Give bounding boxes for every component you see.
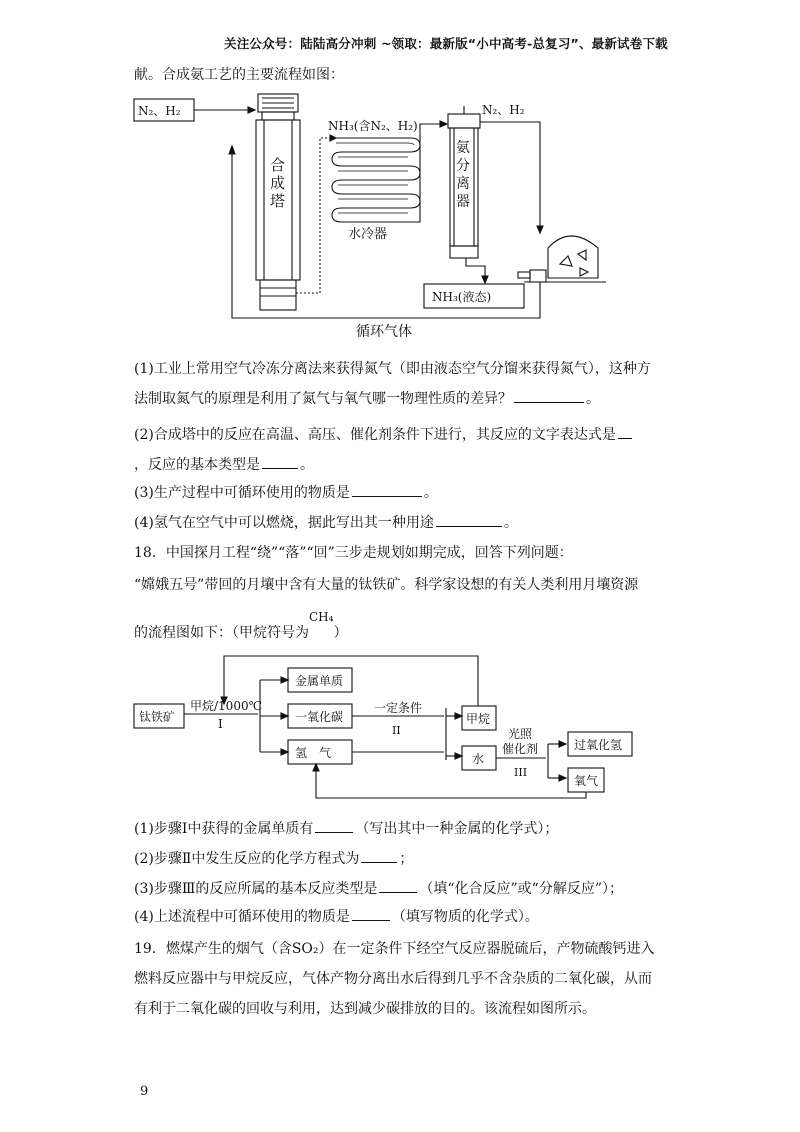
ammonia-process-diagram xyxy=(120,88,620,340)
recycle-label: 循环气体 xyxy=(356,324,412,340)
liquid-label: NH₃(液态) xyxy=(432,290,492,304)
co-label: 一氧化碳 xyxy=(295,710,344,724)
answer-blank[interactable] xyxy=(315,820,353,833)
answer-blank[interactable] xyxy=(361,850,397,863)
tower-char-3: 塔 xyxy=(270,192,286,210)
intro-text: 献。合成氨工艺的主要流程如图： xyxy=(134,67,344,83)
q17-part1-line1: (1)工业上常用空气冷冻分离法来获得氮气（即由液态空气分馏来获得氮气），这种方 xyxy=(134,361,651,377)
tower-char-1: 合 xyxy=(270,156,286,174)
q19-line2: 燃料反应器中与甲烷反应，气体产物分离出水后得到几乎不含杂质的二氧化碳，从而 xyxy=(134,971,652,987)
compressor xyxy=(518,236,606,282)
separator-char-1: 氨 xyxy=(456,140,470,156)
q17-part4: (4)氢气在空气中可以燃烧，据此写出其一种用途 。 xyxy=(134,515,518,531)
q17-part2b: ，反应的基本类型是 。 xyxy=(134,457,314,473)
step1-number: I xyxy=(218,717,223,731)
tower-bottom xyxy=(260,280,296,310)
answer-blank[interactable] xyxy=(352,908,390,921)
q18-part2-text: (2)步骤Ⅱ中发生反应的化学方程式为 xyxy=(134,851,360,867)
q18-part2 xyxy=(134,848,413,868)
q17-part2b-text: ，反应的基本类型是 xyxy=(134,457,260,473)
page-header: 关注公众号：陆陆高分冲刺 ~领取：最新版“小中高考-总复习”、最新试卷下载 xyxy=(224,36,668,51)
feed-label: N₂、H₂ xyxy=(138,104,181,118)
tower-char-2: 成 xyxy=(270,174,286,192)
methane-label: 甲烷 xyxy=(466,712,491,726)
metal-label: 金属单质 xyxy=(295,674,344,688)
answer-blank[interactable] xyxy=(379,880,417,893)
top-gas-label: N₂、H₂ xyxy=(482,103,525,117)
q18-part4-hint: （填写物质的化学式）。 xyxy=(391,909,539,925)
ore-label: 钛铁矿 xyxy=(139,710,176,724)
q17-part2 xyxy=(134,424,634,444)
q17-part4-text: (4)氢气在空气中可以燃烧，据此写出其一种用途 xyxy=(134,515,434,531)
q18-part3 xyxy=(134,878,623,898)
q17-part2-text: (2)合成塔中的反应在高温、高压、催化剂条件下进行，其反应的文字表达式是 xyxy=(134,427,616,443)
nh3-mix-label: NH₃(含N₂、H₂) xyxy=(328,119,418,133)
h2-label: 氢 气 xyxy=(295,746,332,760)
step2-number: II xyxy=(392,724,401,737)
page-number: 9 xyxy=(140,1084,149,1099)
answer-blank[interactable] xyxy=(262,456,298,469)
q18-part3-hint: （填“化合反应”或“分解反应”）； xyxy=(419,881,623,897)
q19-line1: 19．燃煤产生的烟气（含SO₂）在一定条件下经空气反应器脱硫后，产物硫酸钙进入 xyxy=(134,941,655,957)
answer-blank[interactable] xyxy=(352,484,422,497)
step1-label: 甲烷/1000℃ xyxy=(190,699,263,713)
q18-line2: “嫦娥五号”带回的月壤中含有大量的钛铁矿。科学家设想的有关人类利用月壤资源 xyxy=(134,577,639,593)
q18-part1-hint: （写出其中一种金属的化学式）； xyxy=(355,821,559,837)
condition-label: 一定条件 xyxy=(374,701,423,715)
q18-part3-text: (3)步骤Ⅲ的反应所属的基本反应类型是 xyxy=(134,881,378,897)
q17-part1-line2: 法制取氮气的原理是利用了氮气与氧气哪一物理性质的差异？ 。 xyxy=(134,391,600,407)
step3-number: III xyxy=(514,766,528,779)
q18-line3-end: ） xyxy=(333,625,348,641)
separator-char-4: 器 xyxy=(456,194,470,210)
q18-line1: 18．中国探月工程“绕”“落”“回”三步走规划如期完成，回答下列问题： xyxy=(134,545,573,561)
q18-line3 xyxy=(134,610,348,642)
q17-part3: (3)生产过程中可循环使用的物质是 。 xyxy=(134,485,438,501)
answer-blank[interactable] xyxy=(436,514,502,527)
q18-part2-end: ； xyxy=(399,851,414,867)
cooler-label: 水冷器 xyxy=(348,227,388,242)
catalyst-label: 催化剂 xyxy=(502,742,539,756)
q18-line3-text: 的流程图如下：（甲烷符号为 xyxy=(134,625,309,641)
separator-char-3: 离 xyxy=(456,176,470,192)
q18-part4-text: (4)上述流程中可循环使用的物质是 xyxy=(134,909,350,925)
q18-part1 xyxy=(134,818,558,838)
answer-blank[interactable] xyxy=(514,390,584,403)
q19-line3: 有利于二氧化碳的回收与利用，达到减少碳排放的目的。该流程如图所示。 xyxy=(134,1001,596,1017)
water-label: 水 xyxy=(472,752,485,766)
water-cooler xyxy=(332,138,420,222)
answer-blank[interactable] xyxy=(618,426,632,439)
oxygen-label: 氧气 xyxy=(574,774,599,788)
q17-part3-text: (3)生产过程中可循环使用的物质是 xyxy=(134,485,350,501)
peroxide-label: 过氧化氢 xyxy=(574,738,623,752)
separator-char-2: 分 xyxy=(456,158,470,174)
separator-top xyxy=(448,114,480,128)
q18-part1-text: (1)步骤Ⅰ中获得的金属单质有 xyxy=(134,821,314,837)
ch4-formula: CH₄ xyxy=(309,610,334,624)
q18-part4 xyxy=(134,906,539,926)
light-label: 光照 xyxy=(508,727,533,741)
regolith-flow-diagram xyxy=(128,652,648,802)
q17-part1-text: 法制取氮气的原理是利用了氮气与氧气哪一物理性质的差异？ xyxy=(134,391,512,407)
